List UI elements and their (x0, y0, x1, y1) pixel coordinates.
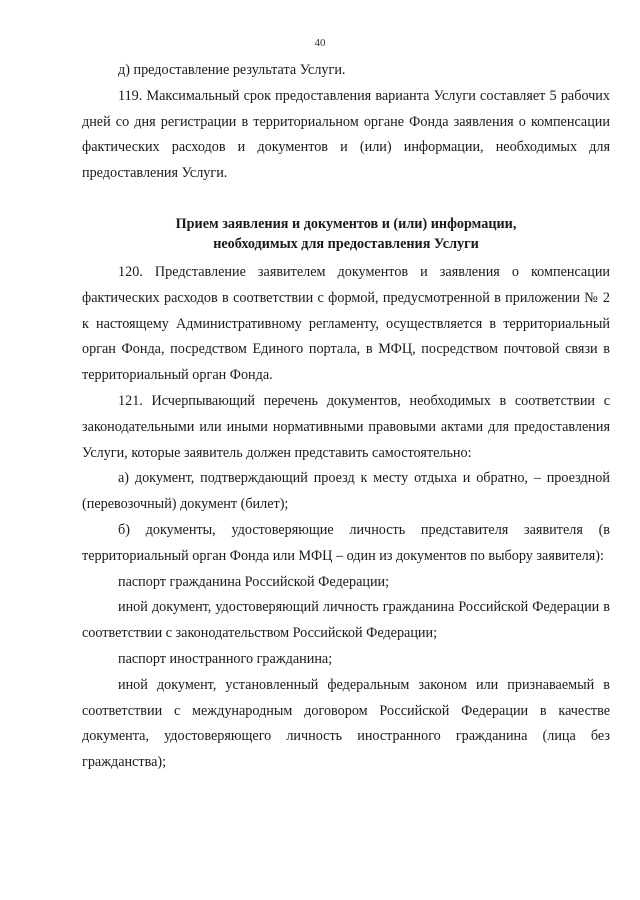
list-item-foreign-passport: паспорт иностранного гражданина; (118, 650, 333, 667)
page-number: 40 (314, 37, 326, 49)
paragraph-120: 120. Представление заявителем документов и заявления о компенсации фактических расходов в соответствии с формой, предусмотренной в приложении № 2 к настоящему Административному регламенту, осуществляется в территориальный орган Фонда, посредством Единого портала, в МФЦ, посредством почтовой связи в территориальный орган Фонда. (82, 263, 610, 384)
paragraph-119: 119. Максимальный срок предоставления варианта Услуги составляет 5 рабочих дней со дня регистрации в территориальном органе Фонда заявления о компенсации фактических расходов и документов и (или) информации, необходимых для предоставления Услуги. (82, 87, 610, 182)
list-item-other-rf-document: иной документ, удостоверяющий личность гражданина Российской Федерации в соответствии с законодательством Российской Федерации; (82, 599, 610, 642)
paragraph-item-d: д) предоставление результата Услуги. (118, 62, 346, 78)
list-item-other-foreign-document: иной документ, установленный федеральным законом или признаваемый в соответствии с международным договором Российской Федерации в качестве документа, удостоверяющего личность иностранного гражданина (лица без гражданства); (82, 676, 610, 771)
section-heading (82, 214, 610, 254)
paragraph-121: 121. Исчерпывающий перечень документов, необходимых в соответствии с законодательными или иными нормативными правовыми актами для предоставления Услуги, которые заявитель должен представить самостоятельно: (82, 392, 610, 461)
section-heading-line-1: Прием заявления и документов и (или) информации, (175, 215, 517, 232)
section-heading-line-2: необходимых для предоставления Услуги (213, 235, 479, 252)
document-body (82, 58, 610, 776)
paragraph-item-a: а) документ, подтверждающий проезд к месту отдыха и обратно, – проездной (перевозочный) документ (билет); (82, 470, 610, 513)
list-item-rf-passport: паспорт гражданина Российской Федерации; (118, 573, 390, 590)
paragraph-item-b: б) документы, удостоверяющие личность представителя заявителя (в территориальный орган Фонда или МФЦ – один из документов по выбору заявителя): (82, 521, 610, 564)
